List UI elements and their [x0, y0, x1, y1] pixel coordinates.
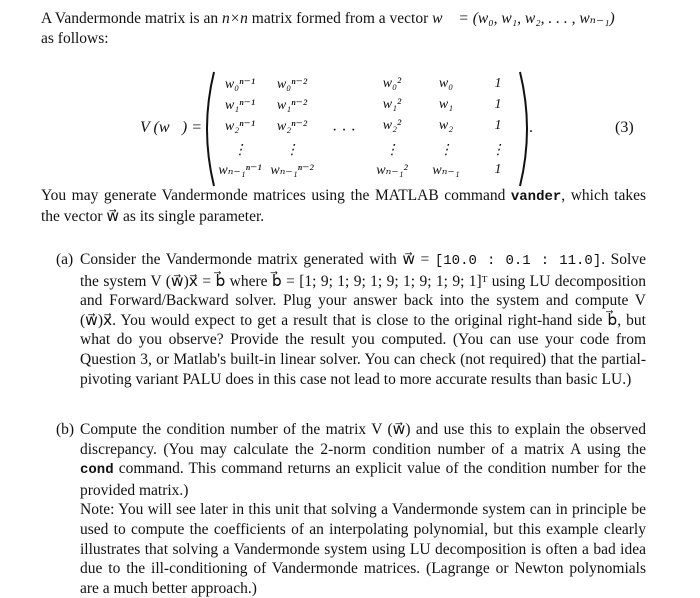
- part-a-range: [10.0 : 0.1 : 11.0]: [434, 253, 602, 269]
- matrix-cell-r1-c4: 1: [494, 97, 502, 112]
- equation-lhs: V (w⃗) =: [140, 119, 203, 136]
- matrix-cell-r2-c3: w₂: [438, 118, 454, 133]
- matrix-cell-r3-c2: ⋮: [385, 143, 399, 158]
- matrix-cell-r2-c2: w₂²: [382, 118, 402, 133]
- matrix-cell-r0-c3: w₀: [438, 76, 454, 91]
- matrix-cell-r3-c3: ⋮: [439, 143, 453, 158]
- matrix-cell-r1-c3: w₁: [438, 97, 454, 112]
- part-b-label: (b): [56, 421, 75, 438]
- matrix-cell-r4-c4: 1: [494, 162, 502, 177]
- intro-nxn: n×n: [221, 10, 248, 27]
- part-b-text-2: command. This command returns an explicit value of the condition number for the provided matrix.): [80, 460, 646, 499]
- matrix-cell-r4-c3: wₙ₋₁: [432, 163, 460, 178]
- matrix-cell-r3-c0: ⋮: [233, 143, 247, 158]
- intro-text-before: A Vandermonde matrix is an: [41, 10, 222, 27]
- matrix-cell-r0-c2: w₀²: [382, 76, 402, 91]
- part-b-note: Note: You will see later in this unit that solving a Vandermonde system can in principle be used to compute the coefficients of an interpolating polynomial, but this example clearly illustrates that solving a Vandermonde system using LU decomposition is often a bad idea due to the ill-conditioning of Vandermonde matrices. (Lagrange or Newton polynomials are a much better approach.): [80, 501, 646, 597]
- matrix-cell-r1-c1: w₁ⁿ⁻²: [276, 98, 308, 113]
- matrix-cell-r4-c0: wₙ₋₁ⁿ⁻¹: [218, 163, 262, 178]
- intro-vector-definition: w⃗ = (w₀, w₁, w₂, . . . , wₙ₋₁): [432, 10, 615, 27]
- cond-command: cond: [80, 462, 114, 479]
- intro-text-after: as follows:: [41, 30, 109, 47]
- matrix-cell-r4-c2: wₙ₋₁²: [376, 163, 408, 178]
- intro-paragraph: [41, 9, 646, 49]
- vander-note-before: You may generate Vandermonde matrices using the MATLAB command: [41, 187, 511, 204]
- matrix-cell-r2-c0: w₂ⁿ⁻¹: [224, 119, 256, 134]
- part-a-text-1: Consider the Vandermonde matrix generated with w⃗ =: [80, 251, 435, 268]
- matrix-hdots: · · ·: [332, 122, 356, 139]
- vander-note-after: , which takes the vector w⃗ as its single parameter.: [41, 187, 646, 225]
- matrix-cell-r0-c4: 1: [494, 76, 502, 91]
- matrix-cell-r1-c2: w₁²: [382, 97, 402, 112]
- equation-number: (3): [615, 119, 634, 136]
- part-b: [56, 420, 646, 598]
- part-a-label: (a): [56, 251, 74, 268]
- equation-period: .: [529, 119, 533, 136]
- vander-note-paragraph: [41, 186, 646, 227]
- intro-text-mid: matrix formed from a vector: [247, 10, 433, 27]
- matrix-cell-r3-c4: ⋮: [491, 143, 505, 158]
- matrix-cell-r3-c1: ⋮: [285, 143, 299, 158]
- matrix-cell-r2-c1: w₂ⁿ⁻²: [276, 119, 308, 134]
- matrix-cell-r2-c4: 1: [494, 118, 502, 133]
- part-a-text-2: . Solve the system V (w⃗)x⃗ = b⃗ where b⃗ = [1; 9; 1; 9; 1; 9; 1; 9; 1; 9; 1]ᵀ using LU decomposition and Forward/Backward solver. Plug your answer back into the system and compute V (w⃗)x⃗. You would expect to get a result that is close to the original right-hand side b⃗, but what do you observe? Provide the result you computed. (You can use your code from Question 3, or Matlab's built-in linear solver. You can check (not required) that the partial-pivoting variant PALU does in this case not lead to more accurate results than basic LU.): [80, 251, 646, 388]
- matrix-cell-r0-c1: w₀ⁿ⁻²: [276, 77, 308, 92]
- part-b-text-1: Compute the condition number of the matrix V (w⃗) and use this to explain the observed discrepancy. (You may calculate the 2-norm condition number of a matrix A using the: [80, 421, 646, 458]
- matrix-cell-r4-c1: wₙ₋₁ⁿ⁻²: [270, 163, 314, 178]
- part-a: [56, 250, 646, 389]
- matrix-cell-r1-c0: w₁ⁿ⁻¹: [224, 98, 256, 113]
- matrix-cell-r0-c0: w₀ⁿ⁻¹: [224, 77, 256, 92]
- vander-command: vander: [510, 189, 562, 205]
